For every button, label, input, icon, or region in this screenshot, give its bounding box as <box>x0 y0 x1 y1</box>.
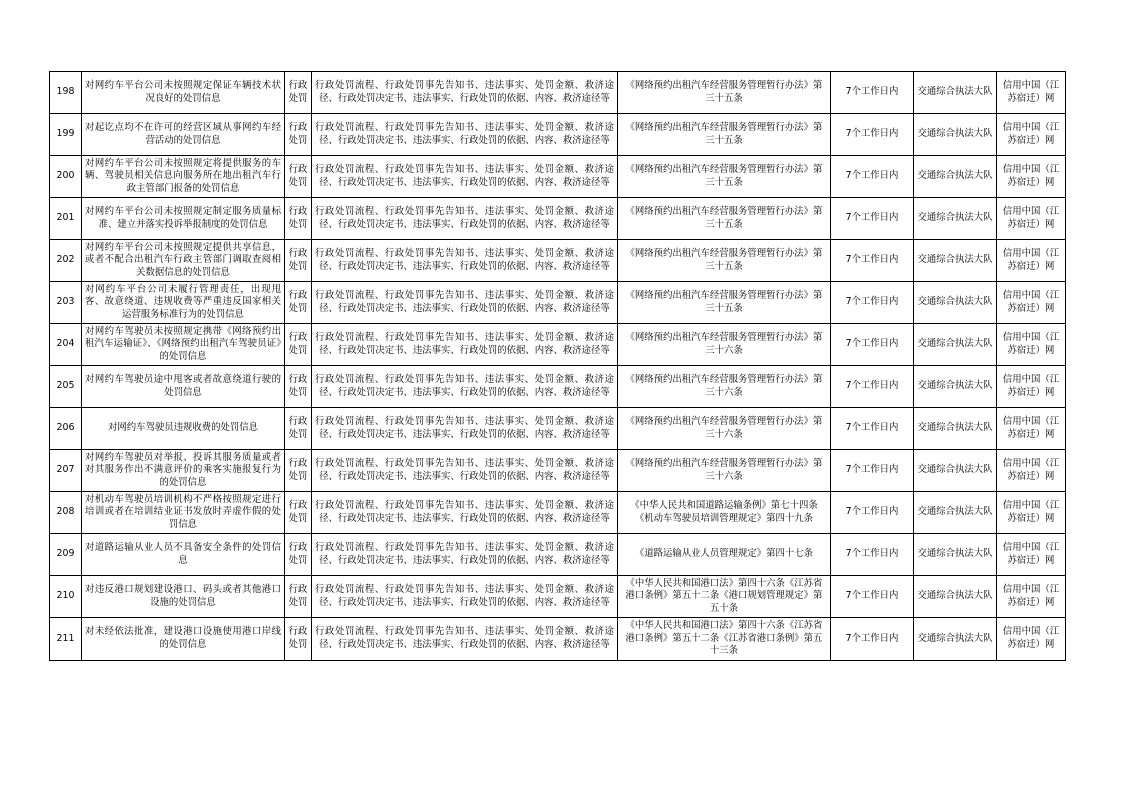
row-number: 209 <box>50 534 82 576</box>
row-number: 210 <box>50 576 82 618</box>
table-row <box>50 618 1066 661</box>
table-row <box>50 324 1066 366</box>
item-name: 对网约车驾驶员对举报、投诉其服务质量或者对其服务作出不满意评价的乘客实施报复行为的处罚信息 <box>82 450 285 492</box>
disclosure-channel: 信用中国（江苏宿迁）网 <box>997 534 1066 576</box>
row-number: 202 <box>50 240 82 282</box>
responsible-department: 交通综合执法大队 <box>914 576 997 618</box>
row-number: 204 <box>50 324 82 366</box>
table-row <box>50 534 1066 576</box>
table-row <box>50 72 1066 114</box>
responsible-department: 交通综合执法大队 <box>914 534 997 576</box>
table-row <box>50 450 1066 492</box>
item-type: 行政处罚 <box>285 450 312 492</box>
responsible-department: 交通综合执法大队 <box>914 408 997 450</box>
disclosure-content: 行政处罚流程、行政处罚事先告知书、违法事实、处罚金额、救济途径、行政处罚决定书、违法事实、行政处罚的依据、内容、救济途径等 <box>312 114 618 156</box>
disclosure-channel: 信用中国（江苏宿迁）网 <box>997 618 1066 661</box>
responsible-department: 交通综合执法大队 <box>914 114 997 156</box>
disclosure-channel: 信用中国（江苏宿迁）网 <box>997 408 1066 450</box>
disclosure-channel: 信用中国（江苏宿迁）网 <box>997 114 1066 156</box>
table-row <box>50 240 1066 282</box>
item-name: 对网约车驾驶员违规收费的处罚信息 <box>82 408 285 450</box>
legal-basis: 《网络预约出租汽车经营服务管理暂行办法》第三十六条 <box>618 324 831 366</box>
item-name: 对机动车驾驶员培训机构不严格按照规定进行培训或者在培训结业证书发放时弄虚作假的处罚信息 <box>82 492 285 534</box>
responsible-department: 交通综合执法大队 <box>914 366 997 408</box>
row-number: 211 <box>50 618 82 661</box>
legal-basis: 《网络预约出租汽车经营服务管理暂行办法》第三十六条 <box>618 408 831 450</box>
disclosure-content: 行政处罚流程、行政处罚事先告知书、违法事实、处罚金额、救济途径、行政处罚决定书、违法事实、行政处罚的依据、内容、救济途径等 <box>312 450 618 492</box>
item-type: 行政处罚 <box>285 576 312 618</box>
disclosure-content: 行政处罚流程、行政处罚事先告知书、违法事实、处罚金额、救济途径、行政处罚决定书、违法事实、行政处罚的依据、内容、救济途径等 <box>312 156 618 198</box>
item-type: 行政处罚 <box>285 618 312 661</box>
disclosure-content: 行政处罚流程、行政处罚事先告知书、违法事实、处罚金额、救济途径、行政处罚决定书、违法事实、行政处罚的依据、内容、救济途径等 <box>312 408 618 450</box>
disclosure-channel: 信用中国（江苏宿迁）网 <box>997 198 1066 240</box>
item-name: 对网约车平台公司未按照规定将提供服务的车辆、驾驶员相关信息向服务所在地出租汽车行政主管部门报备的处罚信息 <box>82 156 285 198</box>
item-name: 对网约车驾驶员未按照规定携带《网络预约出租汽车运输证》、《网络预约出租汽车驾驶员证》的处罚信息 <box>82 324 285 366</box>
item-type: 行政处罚 <box>285 324 312 366</box>
disclosure-content: 行政处罚流程、行政处罚事先告知书、违法事实、处罚金额、救济途径、行政处罚决定书、违法事实、行政处罚的依据、内容、救济途径等 <box>312 618 618 661</box>
disclosure-content: 行政处罚流程、行政处罚事先告知书、违法事实、处罚金额、救济途径、行政处罚决定书、违法事实、行政处罚的依据、内容、救济途径等 <box>312 492 618 534</box>
table-row <box>50 156 1066 198</box>
item-name: 对网约车平台公司未按照规定保证车辆技术状况良好的处罚信息 <box>82 72 285 114</box>
legal-basis: 《道路运输从业人员管理规定》第四十七条 <box>618 534 831 576</box>
legal-basis: 《中华人民共和国道路运输条例》第七十四条《机动车驾驶员培训管理规定》第四十九条 <box>618 492 831 534</box>
legal-basis: 《网络预约出租汽车经营服务管理暂行办法》第三十五条 <box>618 72 831 114</box>
disclosure-content: 行政处罚流程、行政处罚事先告知书、违法事实、处罚金额、救济途径、行政处罚决定书、违法事实、行政处罚的依据、内容、救济途径等 <box>312 324 618 366</box>
row-number: 203 <box>50 282 82 324</box>
responsible-department: 交通综合执法大队 <box>914 156 997 198</box>
responsible-department: 交通综合执法大队 <box>914 618 997 661</box>
item-type: 行政处罚 <box>285 156 312 198</box>
row-number: 206 <box>50 408 82 450</box>
legal-basis: 《网络预约出租汽车经营服务管理暂行办法》第三十五条 <box>618 282 831 324</box>
item-name: 对未经依法批准，建设港口设施使用港口岸线的处罚信息 <box>82 618 285 661</box>
row-number: 207 <box>50 450 82 492</box>
disclosure-time-limit: 7个工作日内 <box>831 576 914 618</box>
disclosure-time-limit: 7个工作日内 <box>831 492 914 534</box>
disclosure-content: 行政处罚流程、行政处罚事先告知书、违法事实、处罚金额、救济途径、行政处罚决定书、违法事实、行政处罚的依据、内容、救济途径等 <box>312 576 618 618</box>
item-type: 行政处罚 <box>285 198 312 240</box>
legal-basis: 《网络预约出租汽车经营服务管理暂行办法》第三十五条 <box>618 240 831 282</box>
disclosure-channel: 信用中国（江苏宿迁）网 <box>997 366 1066 408</box>
disclosure-channel: 信用中国（江苏宿迁）网 <box>997 240 1066 282</box>
disclosure-time-limit: 7个工作日内 <box>831 240 914 282</box>
item-name: 对网约车平台公司未按照规定制定服务质量标准、建立并落实投诉举报制度的处罚信息 <box>82 198 285 240</box>
disclosure-time-limit: 7个工作日内 <box>831 366 914 408</box>
responsible-department: 交通综合执法大队 <box>914 324 997 366</box>
disclosure-channel: 信用中国（江苏宿迁）网 <box>997 72 1066 114</box>
row-number: 200 <box>50 156 82 198</box>
legal-basis: 《网络预约出租汽车经营服务管理暂行办法》第三十五条 <box>618 114 831 156</box>
table-row <box>50 366 1066 408</box>
row-number: 201 <box>50 198 82 240</box>
disclosure-content: 行政处罚流程、行政处罚事先告知书、违法事实、处罚金额、救济途径、行政处罚决定书、违法事实、行政处罚的依据、内容、救济途径等 <box>312 72 618 114</box>
row-number: 208 <box>50 492 82 534</box>
item-name: 对道路运输从业人员不具备安全条件的处罚信息 <box>82 534 285 576</box>
responsible-department: 交通综合执法大队 <box>914 450 997 492</box>
table-row <box>50 576 1066 618</box>
responsible-department: 交通综合执法大队 <box>914 198 997 240</box>
disclosure-time-limit: 7个工作日内 <box>831 156 914 198</box>
item-name: 对网约车驾驶员途中甩客或者故意绕道行驶的处罚信息 <box>82 366 285 408</box>
disclosure-content: 行政处罚流程、行政处罚事先告知书、违法事实、处罚金额、救济途径、行政处罚决定书、违法事实、行政处罚的依据、内容、救济途径等 <box>312 282 618 324</box>
disclosure-time-limit: 7个工作日内 <box>831 282 914 324</box>
responsible-department: 交通综合执法大队 <box>914 240 997 282</box>
table-row <box>50 492 1066 534</box>
disclosure-time-limit: 7个工作日内 <box>831 324 914 366</box>
responsible-department: 交通综合执法大队 <box>914 282 997 324</box>
disclosure-content: 行政处罚流程、行政处罚事先告知书、违法事实、处罚金额、救济途径、行政处罚决定书、违法事实、行政处罚的依据、内容、救济途径等 <box>312 534 618 576</box>
disclosure-content: 行政处罚流程、行政处罚事先告知书、违法事实、处罚金额、救济途径、行政处罚决定书、违法事实、行政处罚的依据、内容、救济途径等 <box>312 240 618 282</box>
responsible-department: 交通综合执法大队 <box>914 72 997 114</box>
disclosure-channel: 信用中国（江苏宿迁）网 <box>997 156 1066 198</box>
item-name: 对起讫点均不在许可的经营区域从事网约车经营活动的处罚信息 <box>82 114 285 156</box>
disclosure-channel: 信用中国（江苏宿迁）网 <box>997 450 1066 492</box>
table-row <box>50 282 1066 324</box>
item-type: 行政处罚 <box>285 240 312 282</box>
legal-basis: 《网络预约出租汽车经营服务管理暂行办法》第三十五条 <box>618 156 831 198</box>
disclosure-time-limit: 7个工作日内 <box>831 450 914 492</box>
disclosure-channel: 信用中国（江苏宿迁）网 <box>997 324 1066 366</box>
legal-basis: 《网络预约出租汽车经营服务管理暂行办法》第三十五条 <box>618 198 831 240</box>
item-type: 行政处罚 <box>285 366 312 408</box>
item-name: 对违反港口规划建设港口、码头或者其他港口设施的处罚信息 <box>82 576 285 618</box>
disclosure-table <box>49 71 1066 661</box>
disclosure-content: 行政处罚流程、行政处罚事先告知书、违法事实、处罚金额、救济途径、行政处罚决定书、违法事实、行政处罚的依据、内容、救济途径等 <box>312 198 618 240</box>
item-type: 行政处罚 <box>285 534 312 576</box>
row-number: 205 <box>50 366 82 408</box>
legal-basis: 《中华人民共和国港口法》第四十六条《江苏省港口条例》第五十二条《江苏省港口条例》第五十三条 <box>618 618 831 661</box>
table-body <box>50 72 1066 661</box>
legal-basis: 《中华人民共和国港口法》第四十六条《江苏省港口条例》第五十二条《港口规划管理规定》第五十条 <box>618 576 831 618</box>
item-type: 行政处罚 <box>285 72 312 114</box>
table-row <box>50 408 1066 450</box>
row-number: 198 <box>50 72 82 114</box>
item-type: 行政处罚 <box>285 282 312 324</box>
legal-basis: 《网络预约出租汽车经营服务管理暂行办法》第三十六条 <box>618 450 831 492</box>
disclosure-time-limit: 7个工作日内 <box>831 534 914 576</box>
disclosure-time-limit: 7个工作日内 <box>831 198 914 240</box>
item-type: 行政处罚 <box>285 492 312 534</box>
row-number: 199 <box>50 114 82 156</box>
disclosure-time-limit: 7个工作日内 <box>831 114 914 156</box>
disclosure-channel: 信用中国（江苏宿迁）网 <box>997 576 1066 618</box>
disclosure-channel: 信用中国（江苏宿迁）网 <box>997 282 1066 324</box>
disclosure-channel: 信用中国（江苏宿迁）网 <box>997 492 1066 534</box>
disclosure-time-limit: 7个工作日内 <box>831 408 914 450</box>
item-name: 对网约车平台公司未按照规定提供共享信息，或者不配合出租汽车行政主管部门调取查阅相关数据信息的处罚信息 <box>82 240 285 282</box>
table-row <box>50 114 1066 156</box>
legal-basis: 《网络预约出租汽车经营服务管理暂行办法》第三十六条 <box>618 366 831 408</box>
disclosure-time-limit: 7个工作日内 <box>831 72 914 114</box>
item-name: 对网约车平台公司未履行管理责任，出现甩客、故意绕道、违规收费等严重违反国家相关运营服务标准行为的处罚信息 <box>82 282 285 324</box>
disclosure-time-limit: 7个工作日内 <box>831 618 914 661</box>
item-type: 行政处罚 <box>285 114 312 156</box>
item-type: 行政处罚 <box>285 408 312 450</box>
disclosure-content: 行政处罚流程、行政处罚事先告知书、违法事实、处罚金额、救济途径、行政处罚决定书、违法事实、行政处罚的依据、内容、救济途径等 <box>312 366 618 408</box>
responsible-department: 交通综合执法大队 <box>914 492 997 534</box>
table-row <box>50 198 1066 240</box>
